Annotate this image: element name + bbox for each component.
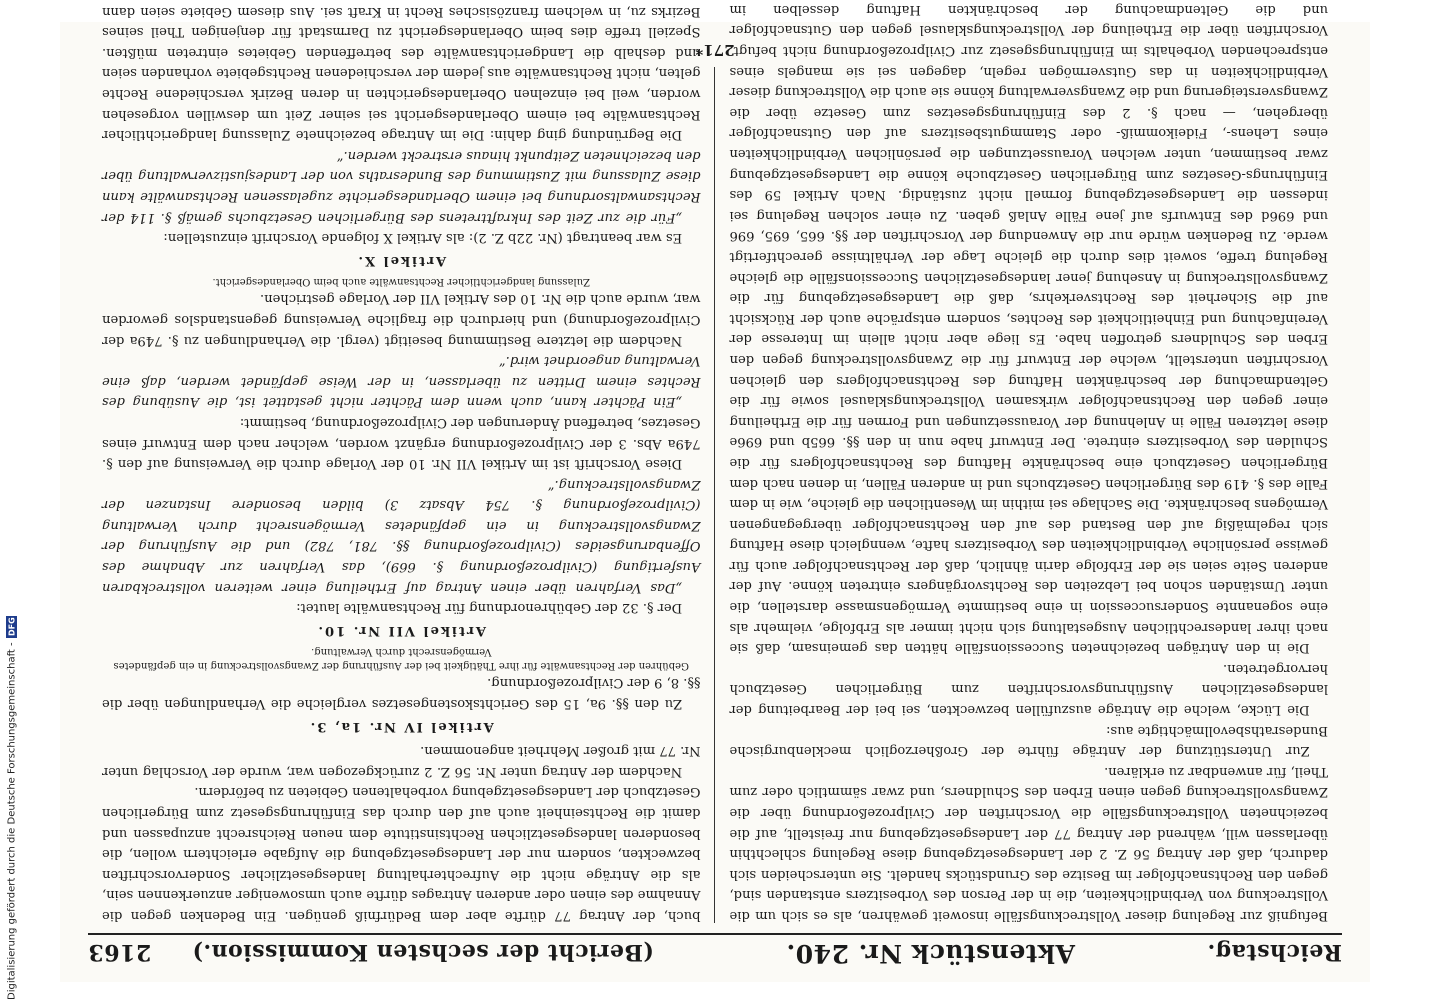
section-heading: Artikel X. [356,252,447,268]
header-document-number: Aktenstück Nr. 240. [786,939,1075,968]
column-divider [715,67,716,923]
section-heading: Artikel IV Nr. 1a, 3. [308,718,494,734]
scanned-page [60,1,1370,982]
header-left: Reichstag. [1207,939,1342,965]
section-heading: Artikel VII Nr. 10. [316,622,487,638]
credit-text: Digitalisierung gefördert durch die Deutsche Forschungsgemeinschaft - [6,642,18,1000]
right-paragraph: Es war beantragt (Nr. 22b Z. 2): als Artikel X folgende Vorschrift einzustellen: [163,230,683,246]
page-header [88,933,1342,968]
right-paragraph: Nachdem der Antrag unter Nr. 56 Z. 2 zurückgezogen war, wurde der Vorschlag unter Nr. 77 mit großer Mehrheit angenommen. [102,743,701,779]
right-paragraph: Diese Vorschrift ist im Artikel VII Nr. 10 der Vorlage durch die Verweisung auf den §. 749a Abs. 3 der Civilprozeßordnung ergänzt worden, welcher nach dem Entwurf eines Gesetzes, betreffend Änderungen der Civilprozeßordnung, bestimmt: [102,414,701,472]
right-paragraph: Der §. 32 der Gebührenordnung für Rechtsanwälte lautet: [296,600,683,616]
section-subtitle: Zulassung landgerichtlicher Rechtsanwälte auch beim Oberlandesgericht. [212,275,591,287]
right-paragraph: buch, der Antrag 77 dürfte aber dem Bedürfniß genügen. Ein Bedenken gegen die Annahme des einen oder anderen Antrages dürfte auch umsoweniger anzuerkennen sein, als die Anträge nicht die Aufrechterhaltung landesgesetzlicher Sondervorschriften bezweckten, sondern nur der Landesgesetzgebung die Aufgabe erleichtern wollen, die besonderen landesgesetzlichen Rechtsinstitute dem neuen Reichsrecht anzupassen und damit die Rechtseinheit auch auf den durch das Einführungsgesetz zum Bürgerlichen Gesetzbuch der Landesgesetzgebung vorbehaltenen Gebieten zu befördern. [102,784,701,923]
quoted-provision: „Ein Pächter kann, auch wenn dem Pächter nicht gestattet ist, die Ausübung des Rechtes einem Dritten zu überlassen, in der Weise gepfändet werden, daß eine Verwaltung angeordnet wird.“ [102,353,701,410]
header-commission-title: (Bericht der sechsten Kommission.) [192,939,654,965]
right-paragraph: Die Begründung ging dahin: Die im Antrage bezeichnete Zulassung landgerichtlicher Rechtsanwälte bei einem Oberlandesgericht sei seiner Zeit um deswillen vorgesehen worden, weil bei einzelnen Oberlandesgerichten in deren Bezirk verschiedene Rechte gelten, nicht Rechtsanwälte aus jedem der verschiedenen Rechtsgebiete vorhanden seien und deshalb die Landgerichtsanwälte des betreffenden Gebietes eintreten müßten. Speziell treffe dies beim Oberlandesgericht zu Darmstadt für denjenigen Theil seines Bezirks zu, in welchem französisches Recht in Kraft sei. Aus diesem Gebiete seien dann [102,3,701,143]
dfg-logo-icon: DFG [7,617,17,637]
left-paragraph: Die in den Anträgen bezeichneten Successionsfälle hätten das gemeinsam, daß sie nach ihrer landesrechtlichen Ausgestaltung sich nicht immer als Erbfolge, vielmehr als eine sogenannte Sondersuccession in eine bestimmte Vermögensmasse darstellen, die unter Umständen schon bei Lebzeiten des Rechtsvorgängers eintreten könne. Auf der anderen Seite seien sie der Erbfolge darin ähnlich, daß der Rechtsnachfolger auch für gewisse persönliche Verbindlichkeiten des Vorbesitzers hafte, wenngleich diese Haftung sich regelmäßig auf den Bestand des auf den Rechtsnachfolger übergegangenen Vermögens beschränkte. Die Sachlage sei mithin im Wesentlichen die gleiche, wie in dem Falle des §. 419 des Bürgerlichen Gesetzbuchs und in anderen Fällen, in denen nach dem Bürgerlichen Gesetzbuch eine beschränkte Haftung des Rechtsnachfolgers für die Schulden des Vorbesitzers eintrete. Der Entwurf habe nun in den §§. 665b und 696e diese letzteren Fälle in Anlehnung der Voraussetzungen und Formen für die Ertheilung einer gegen den Rechtsnachfolger wirksamen Vollstreckungsklausel sowie für die Geltendmachung der beschränkten Haftung des Rechtsnachfolgers den gleichen Vorschriften unterstellt, welche der Entwurf für die Zwangsvollstreckung gegen den Erben des Schuldners getroffen habe. Es liege aber nicht allein im Interesse der Vereinfachung und Einheitlichkeit des Rechtes, sondern entspräche auch der Rücksicht auf die Sicherheit des Rechtsverkehrs, daß die Landesgesetzgebung für die Zwangsvollstreckung in Ansehung jener landesgesetzlichen Successionsfälle die gleiche Regelung treffe, soweit dies durch die gleiche Lage der Verhältnisse gerechtfertigt werde. Zu Bedenken würde nur die Anwendung der Vorschriften der §§. 665, 695, 696 und 696d des Entwurfs auf jene Fälle Anlaß geben. Zu einer solchen Regelung sei indessen die Landesgesetzgebung formell nicht zuständig. Nach Artikel 59 des Einführungs-Gesetzes zum Bürgerlichen Gesetzbuche könne die Landesgesetzgebung zwar bestimmen, unter welchen Voraussetzungen die persönlichen Verbindlichkeiten eines Lehens-, Fideikommiß- oder Stammgutsbesitzers auf den Gutsnachfolger übergehen, — nach §. 2 des Einführungsgesetzes zum Gesetze über die Zwangsversteigerung und die Zwangsverwaltung könne sie auch die Vollstreckung dieser Verbindlichkeiten in das Gutsvermögen regeln, dagegen sei sie mangels eines entsprechenden Vorbehalts im Einführungsgesetz zur Civilprozeßordnung nicht befugt, Vorschriften über die Ertheilung der Vollstreckungsklausel gegen den Gutsnachfolger und die Geltendmachung der beschränkten Haftung desselben im [729,1,1328,656]
quoted-provision: „Das Verfahren über einen Antrag auf Ertheilung einer weiteren vollstreckbaren Ausfertigung (Civilprozeßordnung §. 669), das Verfahren zur Abnahme des Offenbarungseides (Civilprozeßordnung §§. 781, 782) und die Ausführung der Zwangsvollstreckung in ein gepfändetes Vermögensrecht durch Verwaltung (Civilprozeßordnung §. 754 Absatz 3) bilden besondere Instanzen der Zwangsvollstreckung.“ [102,476,701,595]
quoted-provision: „Für die zur Zeit des Inkrafttretens des Bürgerlichen Gesetzbuchs gemäß §. 114 der Rechtsanwaltsordnung bei einem Oberlandesgerichte zugelassenen Rechtsanwälte kann diese Zulassung mit Zustimmung des Bundesraths von der Landesjustizverwaltung über den bezeichneten Zeitpunkt hinaus erstreckt werden.“ [102,147,701,225]
page-number: 2163 [88,939,152,965]
digitization-credit [2,560,22,1000]
right-paragraph: Nachdem die letztere Bestimmung beseitigt (vergl. die Verhandlungen zu §. 749a der Civilprozeßordnung) und hierdurch die fragliche Verweisung gegenstandslos geworden war, wurde auch die Nr. 10 des Artikel VII der Vorlage gestrichen. [102,291,701,348]
header-right [88,939,654,965]
left-column [716,1,1343,925]
left-paragraph: Befugniß zur Regelung dieser Vollstreckungsfälle insoweit gewähren, als es sich um die Vollstreckung von Verbindlichkeiten, die in der Person des Vorbesitzers entstanden sind, gegen den Rechtsnachfolger im Besitze des Grundstücks handelt. Sie unterscheiden sich dadurch, daß der Antrag 56 Z. 2 der Landesgesetzgebung diese Regelung schlechthin überlassen will, während der Antrag 77 der Landesgesetzgebung nur freistellt, auf die bezeichneten Vollstreckungsfälle die Vorschriften der Civilprozeßordnung über die Zwangsvollstreckung gegen einen Erben des Schuldners, und zwar sämmtlich oder zum Theil, für anwendbar zu erklären. [729,763,1328,923]
section-subtitle: Gebühren der Rechtsanwälte für ihre Thätigkeit bei der Ausführung der Zwangsvollstreckung in ein gepfändetes Vermögensrecht durch Verwaltung. [113,645,689,671]
page-footer-mark: 271* [695,41,735,59]
right-paragraph: Zu den §§. 9a, 15 des Gerichtskostengesetzes vergleiche die Verhandlungen über die §§. 8, 9 der Civilprozeßordnung. [102,675,701,712]
left-paragraph: Die Lücke, welche die Anträge auszufüllen bezweckten, sei bei der Bearbeitung der landesgesetzlichen Ausführungsvorschriften zum Bürgerlichen Gesetzbuch hervorgetreten. [729,660,1328,718]
left-paragraph: Zur Unterstützung der Anträge führte der Großherzoglich mecklenburgische Bundesrathsbevollmächtigte aus: [729,722,1328,759]
